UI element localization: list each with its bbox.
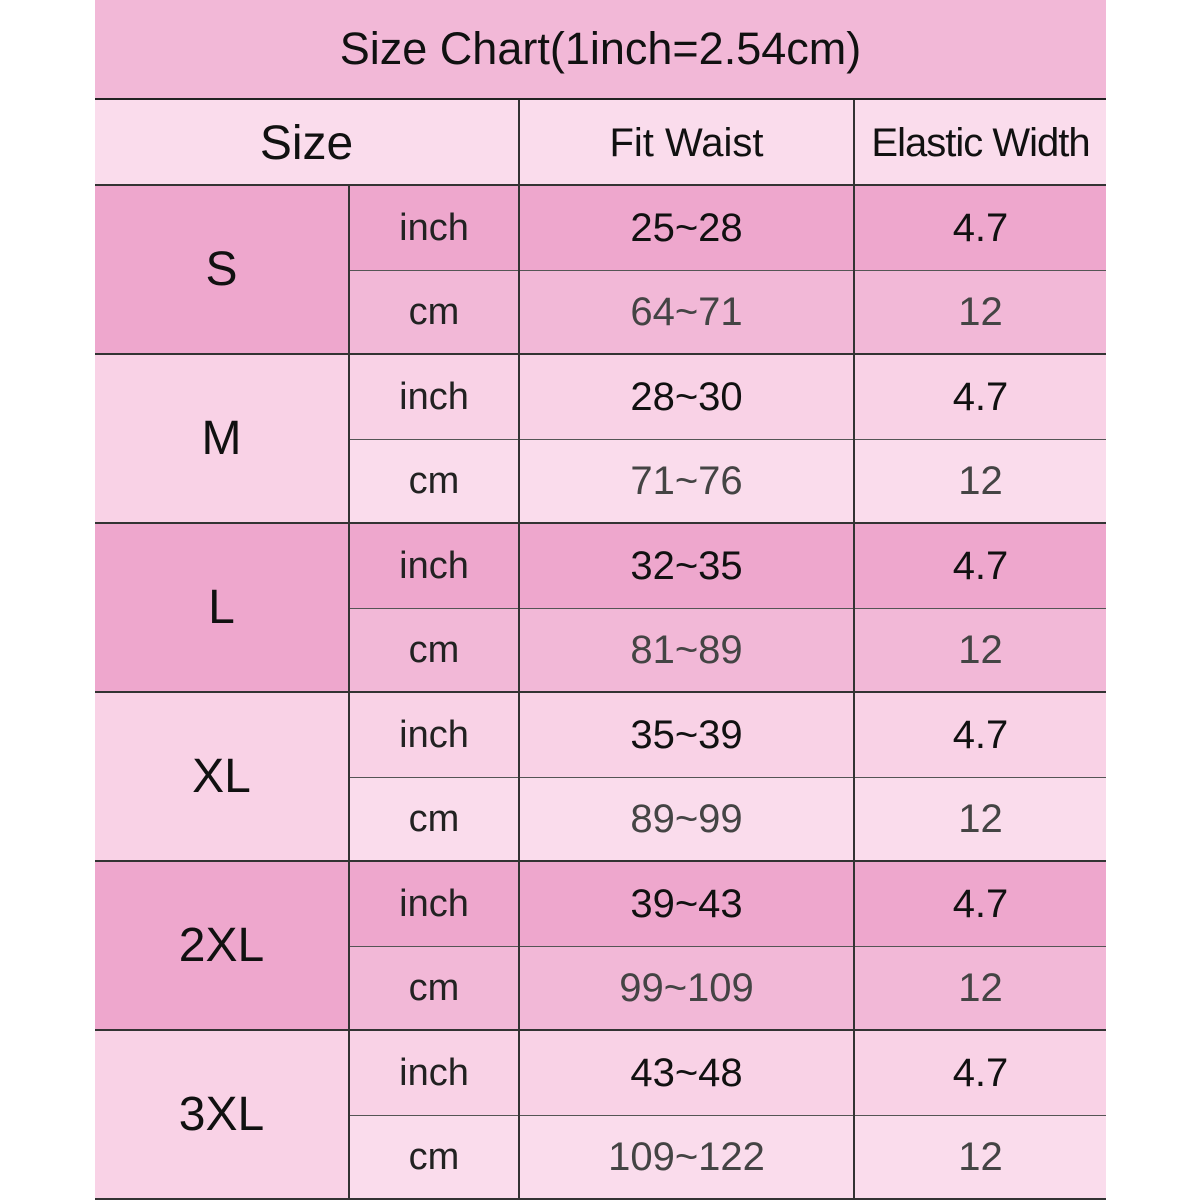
vline-size-unit xyxy=(348,186,350,1200)
elastic-width-cell: 12 xyxy=(855,609,1106,691)
sub-row-divider xyxy=(350,439,1106,440)
size-cell: S xyxy=(95,186,348,353)
header-divider xyxy=(95,184,1106,186)
unit-cell: inch xyxy=(350,1031,518,1115)
sub-row-divider xyxy=(350,946,1106,947)
fit-waist-cell: 32~35 xyxy=(520,524,853,608)
fit-waist-cell: 43~48 xyxy=(520,1031,853,1115)
fit-waist-cell: 71~76 xyxy=(520,440,853,522)
elastic-width-cell: 4.7 xyxy=(855,862,1106,946)
unit-cell: cm xyxy=(350,947,518,1029)
unit-cell: inch xyxy=(350,524,518,608)
fit-waist-cell: 35~39 xyxy=(520,693,853,777)
unit-cell: cm xyxy=(350,1116,518,1198)
elastic-width-cell: 12 xyxy=(855,271,1106,353)
sub-row-divider xyxy=(350,1115,1106,1116)
sub-row-divider xyxy=(350,777,1106,778)
header-size: Size xyxy=(95,100,518,186)
unit-cell: inch xyxy=(350,186,518,270)
fit-waist-cell: 81~89 xyxy=(520,609,853,691)
unit-cell: inch xyxy=(350,355,518,439)
vline-size-fit xyxy=(518,100,520,1200)
fit-waist-cell: 109~122 xyxy=(520,1116,853,1198)
fit-waist-cell: 64~71 xyxy=(520,271,853,353)
unit-cell: inch xyxy=(350,693,518,777)
elastic-width-cell: 4.7 xyxy=(855,693,1106,777)
unit-cell: cm xyxy=(350,609,518,691)
sub-row-divider xyxy=(350,270,1106,271)
size-chart-table xyxy=(95,0,1106,1200)
fit-waist-cell: 39~43 xyxy=(520,862,853,946)
elastic-width-cell: 12 xyxy=(855,778,1106,860)
elastic-width-cell: 4.7 xyxy=(855,355,1106,439)
size-cell: L xyxy=(95,524,348,691)
vline-fit-elastic xyxy=(853,100,855,1200)
header-elastic-width: Elastic Width xyxy=(855,100,1106,186)
elastic-width-cell: 4.7 xyxy=(855,524,1106,608)
unit-cell: cm xyxy=(350,440,518,522)
unit-cell: cm xyxy=(350,778,518,860)
unit-cell: inch xyxy=(350,862,518,946)
chart-title: Size Chart(1inch=2.54cm) xyxy=(95,0,1106,100)
elastic-width-cell: 4.7 xyxy=(855,186,1106,270)
sub-row-divider xyxy=(350,608,1106,609)
size-cell: M xyxy=(95,355,348,522)
fit-waist-cell: 99~109 xyxy=(520,947,853,1029)
elastic-width-cell: 12 xyxy=(855,947,1106,1029)
fit-waist-cell: 89~99 xyxy=(520,778,853,860)
fit-waist-cell: 25~28 xyxy=(520,186,853,270)
fit-waist-cell: 28~30 xyxy=(520,355,853,439)
header-fit-waist: Fit Waist xyxy=(520,100,853,186)
size-cell: 2XL xyxy=(95,862,348,1029)
elastic-width-cell: 4.7 xyxy=(855,1031,1106,1115)
elastic-width-cell: 12 xyxy=(855,1116,1106,1198)
size-cell: XL xyxy=(95,693,348,860)
unit-cell: cm xyxy=(350,271,518,353)
elastic-width-cell: 12 xyxy=(855,440,1106,522)
size-cell: 3XL xyxy=(95,1031,348,1198)
